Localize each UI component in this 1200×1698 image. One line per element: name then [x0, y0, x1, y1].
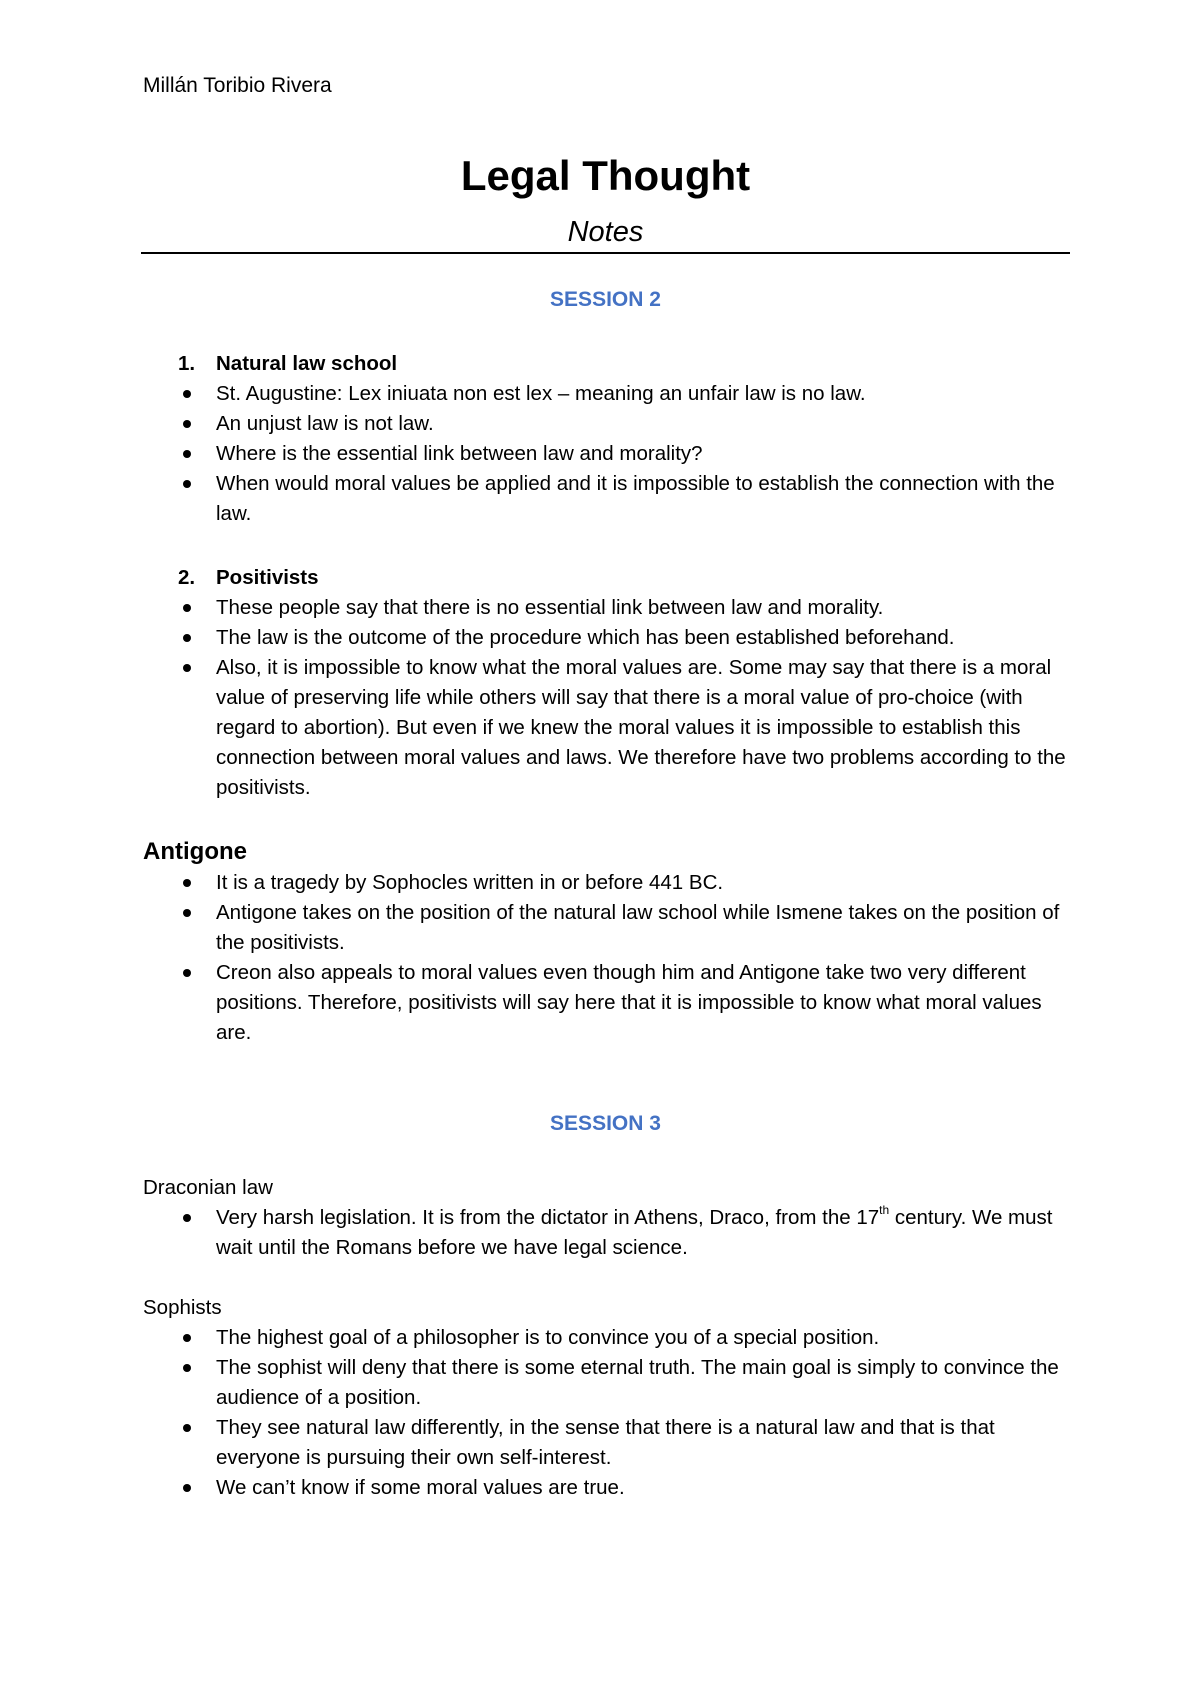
document-subtitle: Notes [567, 216, 644, 248]
list-item: These people say that there is no essential link between law and morality. [143, 593, 1068, 623]
sophists-section [143, 1293, 1068, 1503]
natural-law-heading [143, 349, 1068, 379]
ordinal-suffix: th [879, 1203, 890, 1218]
author-name: Millán Toribio Rivera [143, 74, 332, 97]
antigone-section [143, 836, 1068, 1048]
natural-law-section [143, 349, 1068, 529]
list-item: We can’t know if some moral values are true. [143, 1473, 1068, 1503]
list-item: When would moral values be applied and it is impossible to establish the connection with the law. [143, 469, 1068, 529]
natural-law-list [143, 379, 1068, 529]
antigone-heading: Antigone [143, 838, 247, 865]
list-item: The law is the outcome of the procedure which has been established beforehand. [143, 623, 1068, 653]
natural-law-number: 1. [178, 352, 196, 375]
list-item: It is a tragedy by Sophocles written in or before 441 BC. [143, 868, 1068, 898]
positivists-section [143, 563, 1068, 803]
list-item: Also, it is impossible to know what the moral values are. Some may say that there is a moral value of preserving life while others will say that there is a moral value of pro-choice (with regard to abortion). But even if we knew the moral values it is impossible to establish this connection between moral values and laws. We therefore have two problems according to the positivists. [143, 653, 1068, 803]
list-item [143, 1203, 1068, 1263]
antigone-list [143, 868, 1068, 1048]
draconian-list [143, 1203, 1068, 1263]
list-item: They see natural law differently, in the sense that there is a natural law and that is that everyone is pursuing their own self-interest. [143, 1413, 1068, 1473]
list-item: St. Augustine: Lex iniuata non est lex – meaning an unfair law is no law. [143, 379, 1068, 409]
natural-law-title: Natural law school [216, 352, 398, 375]
positivists-list [143, 593, 1068, 803]
session-2-heading: SESSION 2 [550, 288, 661, 311]
draconian-text-part1: Very harsh legislation. It is from the dictator in Athens, Draco, from the 17 [216, 1206, 880, 1229]
draconian-text-part2: century. We must wait until the Romans before we have legal science. [216, 1206, 1053, 1259]
list-item: Antigone takes on the position of the natural law school while Ismene takes on the position of the positivists. [143, 898, 1068, 958]
draconian-section [143, 1173, 1068, 1263]
list-item: The highest goal of a philosopher is to convince you of a special position. [143, 1323, 1068, 1353]
sophists-heading: Sophists [143, 1296, 222, 1319]
list-item: The sophist will deny that there is some eternal truth. The main goal is simply to convince the audience of a position. [143, 1353, 1068, 1413]
session-3-heading: SESSION 3 [550, 1112, 661, 1135]
document-title: Legal Thought [460, 152, 751, 199]
list-item: An unjust law is not law. [143, 409, 1068, 439]
positivists-number: 2. [178, 566, 196, 589]
list-item: Creon also appeals to moral values even though him and Antigone take two very different positions. Therefore, positivists will say here that it is impossible to know what moral values are. [143, 958, 1068, 1048]
positivists-title: Positivists [216, 566, 319, 589]
list-item: Where is the essential link between law and morality? [143, 439, 1068, 469]
title-divider [141, 252, 1070, 254]
positivists-heading [143, 563, 1068, 593]
draconian-heading: Draconian law [143, 1176, 273, 1199]
sophists-list [143, 1323, 1068, 1503]
